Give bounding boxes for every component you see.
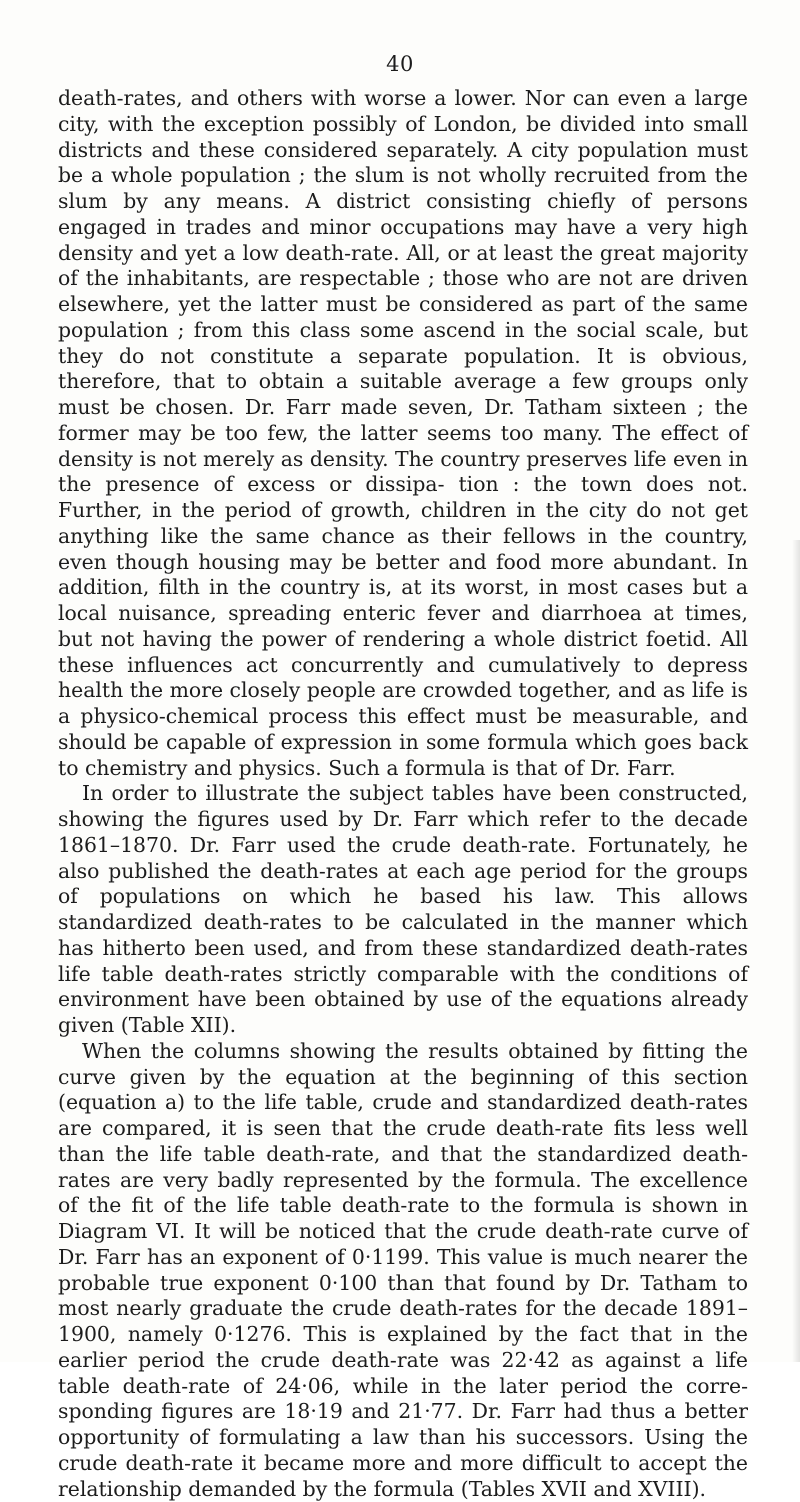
page-number: 40 [386, 52, 414, 76]
paragraph-2: In order to illustrate the subject tables have been constructed, showing the figures used by Dr. Farr which refer to the decade 1861–1870. Dr. Farr used the crude death-rate. Fortunately, he also published the death-rates at each age period for the groups of populations on which he based his law. This allows standardized death-rates to be calculated in the manner which has hitherto been used, and from these standardized death-rates life table death-rates strictly comparable with the conditions of environment have been obtained by use of the equations already given (Table XII). [58, 781, 748, 1037]
body-text [58, 86, 748, 1502]
paragraph-3: When the columns showing the results obtained by fitting the curve given by the equation at the beginning of this section (equation a) to the life table, crude and standardized death-rates are compared, it is seen that the crude death-rate fits less well than the life table death-rate, and that the standardized death-rates are very badly represented by the formula. The excellence of the fit of the life table death-rate to the formula is shown in Diagram VI. It will be noticed that the crude death-rate curve of Dr. Farr has an exponent of 0·1199. This value is much nearer the probable true exponent 0·100 than that found by Dr. Tatham to most nearly graduate the crude death-rates for the decade 1891–1900, namely 0·1276. This is explained by the fact that in the earlier period the crude death-rate was 22·42 as against a life table death-rate of 24·06, while in the later period the corre- sponding figures are 18·19 and 21·77. Dr. Farr had thus a better opportunity of formulating a law than his successors. Using the crude death-rate it became more and more difficult to accept the relationship demanded by the formula (Tables XVII and XVIII). [58, 1038, 748, 1501]
paragraph-1: death-rates, and others with worse a lower. Nor can even a large city, with the exception possibly of London, be divided into small districts and these considered separately. A city population must be a whole population ; the slum is not wholly recruited from the slum by any means. A district consisting chiefly of persons engaged in trades and minor occupations may have a very high density and yet a low death-rate. All, or at least the great majority of the inhabitants, are respectable ; those who are not are driven elsewhere, yet the latter must be considered as part of the same population ; from this class some ascend in the social scale, but they do not constitute a separate population. It is obvious, therefore, that to obtain a suitable average a few groups only must be chosen. Dr. Farr made seven, Dr. Tatham sixteen ; the former may be too few, the latter seems too many. The effect of density is not merely as density. The country preserves life even in the presence of excess or dissipa- tion : the town does not. Further, in the period of growth, children in the city do not get anything like the same chance as their fellows in the country, even though housing may be better and food more abundant. In addition, filth in the country is, at its worst, in most cases but a local nuisance, spreading enteric fever and diarrhoea at times, but not having the power of rendering a whole district foetid. All these influences act concurrently and cumulatively to depress health the more closely people are crowded together, and as life is a physico-chemical process this effect must be measurable, and should be capable of expression in some formula which goes back to chemistry and physics. Such a formula is that of Dr. Farr. [58, 86, 748, 780]
page-binding-shadow [792, 540, 800, 1362]
